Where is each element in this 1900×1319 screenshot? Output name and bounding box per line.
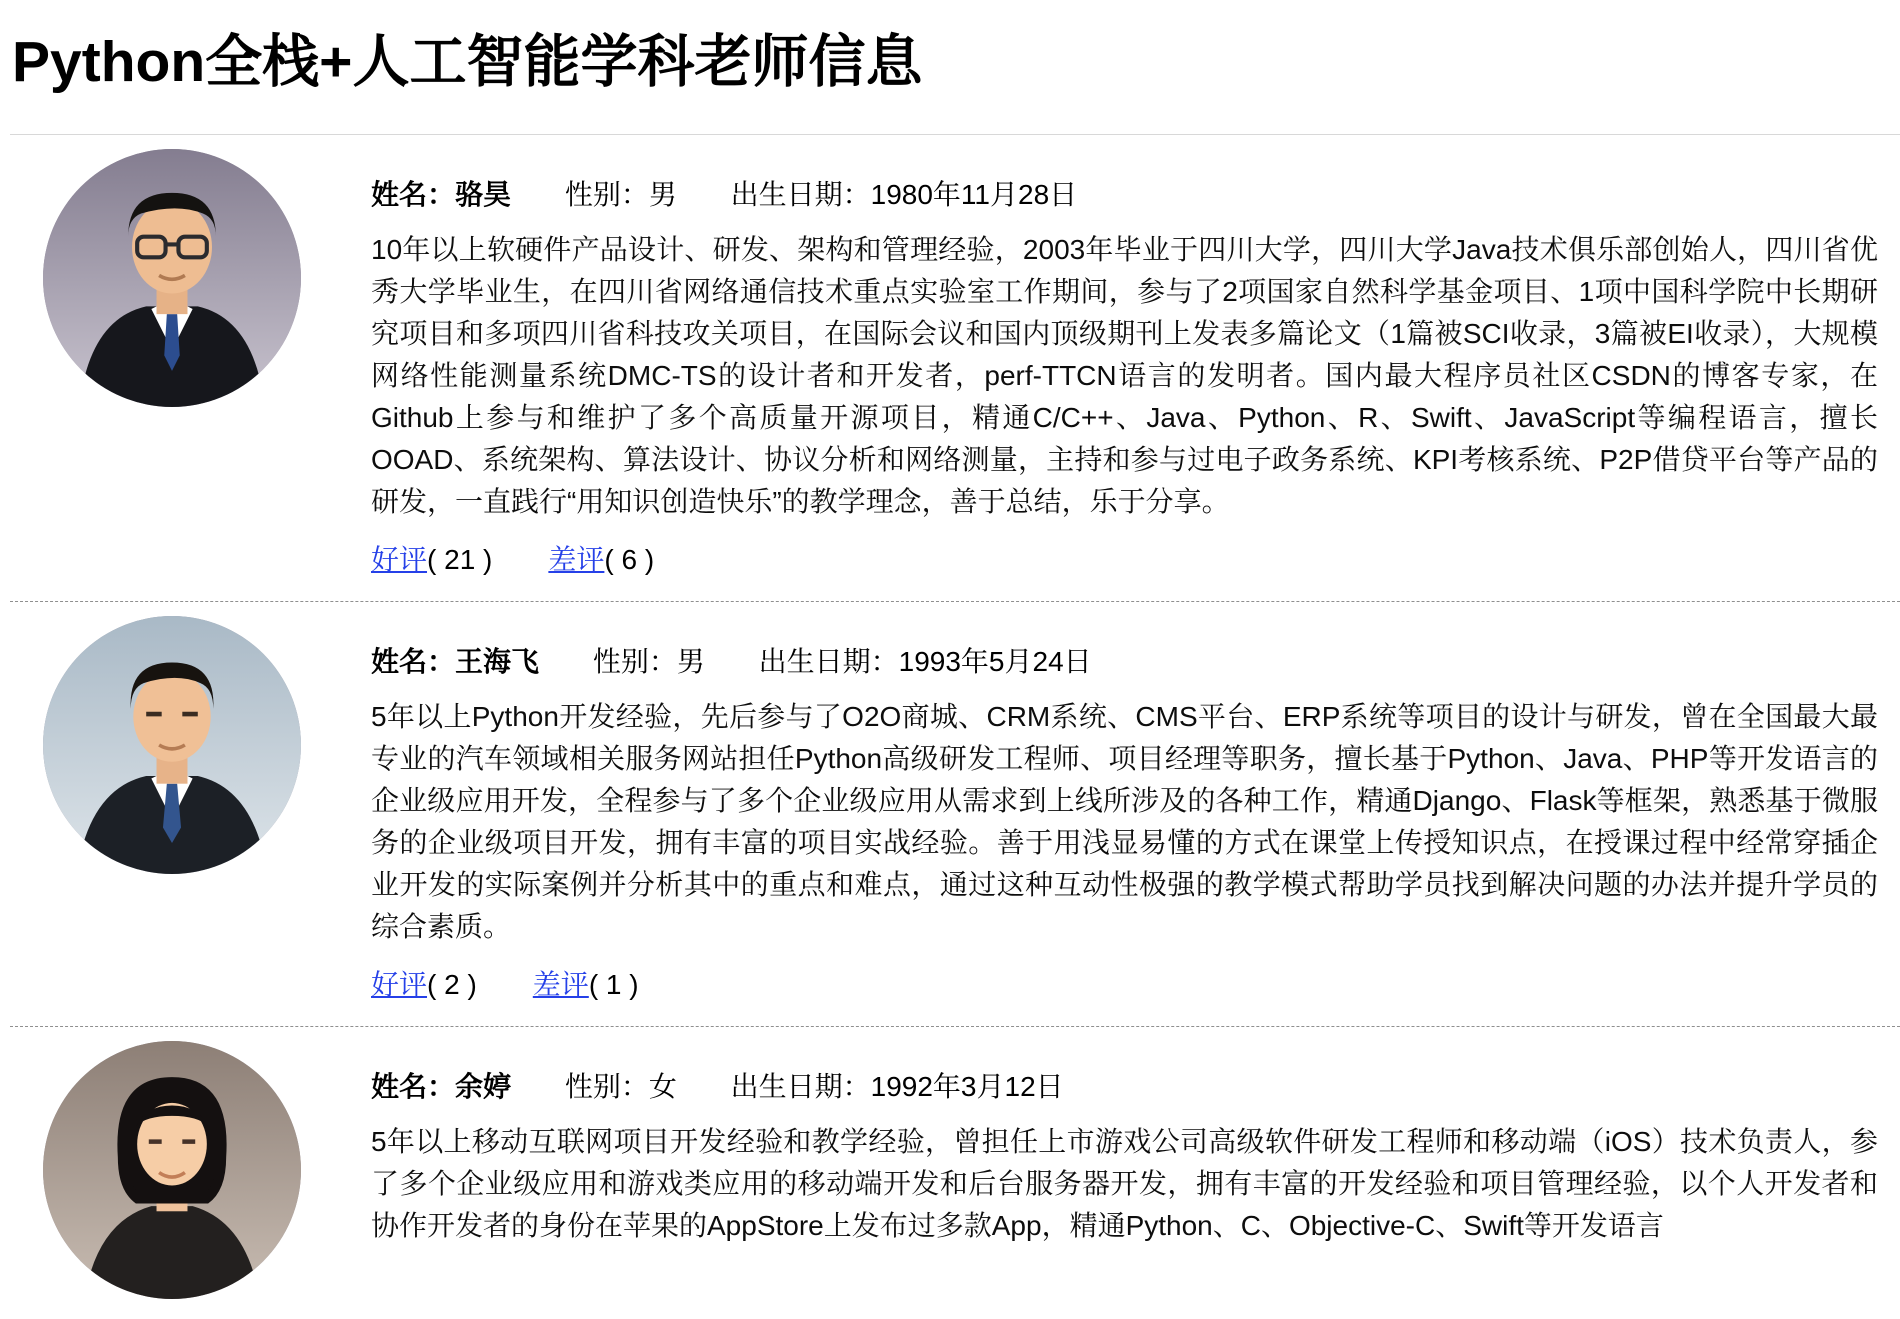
upvote-link[interactable]: 好评 [371,544,428,575]
teacher-photo [43,149,301,407]
teacher-name: 姓名：王海飞 [371,646,540,677]
upvote-count: ( 21 ) [427,544,493,575]
downvote-link[interactable]: 差评 [548,544,605,575]
teacher-meta-row [371,1067,1878,1107]
rating-row [371,539,1878,581]
woman-portrait [43,1041,301,1299]
teacher-name: 姓名：余婷 [371,1071,512,1102]
man-glasses-portrait [43,149,301,407]
upvote-count: ( 2 ) [427,969,477,1000]
teacher-meta-row [371,642,1878,682]
teacher-photo [43,1041,301,1299]
upvote-link[interactable]: 好评 [371,969,428,1000]
teacher-bio: 10年以上软硬件产品设计、研发、架构和管理经验，2003年毕业于四川大学，四川大学Java技术俱乐部创始人，四川省优秀大学毕业生，在四川省网络通信技术重点实验室工作期间，参与了2项国家自然科学基金项目、1项中国科学院中长期研究项目和多项四川省科技攻关项目，在国际会议和国内顶级期刊上发表多篇论文（1篇被SCI收录，3篇被EI收录），大规模网络性能测量系统DMC-TS的设计者和开发者，perf-TTCN语言的发明者。国内最大程序员社区CSDN的博客专家，在Github上参与和维护了多个高质量开源项目，精通C/C++、Java、Python、R、Swift、JavaScript等编程语言，擅长OOAD、系统架构、算法设计、协议分析和网络测量，主持和参与过电子政务系统、KPI考核系统、P2P借贷平台等产品的研发，一直践行“用知识创造快乐”的教学理念，善于总结，乐于分享。 [371,234,1878,517]
downvote-link[interactable]: 差评 [532,969,589,1000]
rating-row [371,964,1878,1006]
teacher-card-wanghaifei [10,602,1900,1027]
teacher-gender: 性别：男 [592,646,705,677]
teacher-info [371,616,1878,1006]
teacher-card-luohao [10,135,1900,602]
teacher-photo [43,616,301,874]
teacher-dob: 出生日期：1993年5月24日 [758,646,1092,677]
teacher-gender: 性别：男 [564,179,677,210]
teacher-bio: 5年以上移动互联网项目开发经验和教学经验，曾担任上市游戏公司高级软件研发工程师和移动端（iOS）技术负责人，参了多个企业级应用和游戏类应用的移动端开发和后台服务器开发，拥有丰富的开发经验和项目管理经验，以个人开发者和协作开发者的身份在苹果的AppStore上发布过多款App，精通Python、C、Objective-C、Swift等开发语言 [371,1126,1878,1241]
man-portrait [43,616,301,874]
downvote-count: ( 6 ) [604,544,655,575]
teacher-bio: 5年以上Python开发经验，先后参与了O2O商城、CRM系统、CMS平台、ERP系统等项目的设计与研发，曾在全国最大最专业的汽车领域相关服务网站担任Python高级研发工程师、项目经理等职务，擅长基于Python、Java、PHP等开发语言的企业级应用开发，全程参与了多个企业级应用从需求到上线所涉及的各种工作，精通Django、Flask等框架，熟悉基于微服务的企业级项目开发，拥有丰富的项目实战经验。善于用浅显易懂的方式在课堂上传授知识点，在授课过程中经常穿插企业开发的实际案例并分析其中的重点和难点，通过这种互动性极强的教学模式帮助学员找到解决问题的办法并提升学员的综合素质。 [371,701,1878,942]
page-title: Python全栈+人工智能学科老师信息 [12,30,923,94]
downvote-count: ( 1 ) [588,969,639,1000]
teacher-meta-row [371,175,1878,215]
teacher-name: 姓名：骆昊 [371,179,512,210]
teacher-gender: 性别：女 [564,1071,677,1102]
teacher-card-yuting [10,1027,1900,1319]
teacher-info [371,1041,1878,1247]
teacher-dob: 出生日期：1992年3月12日 [730,1071,1064,1102]
teacher-dob: 出生日期：1980年11月28日 [730,179,1078,210]
teacher-info [371,149,1878,581]
